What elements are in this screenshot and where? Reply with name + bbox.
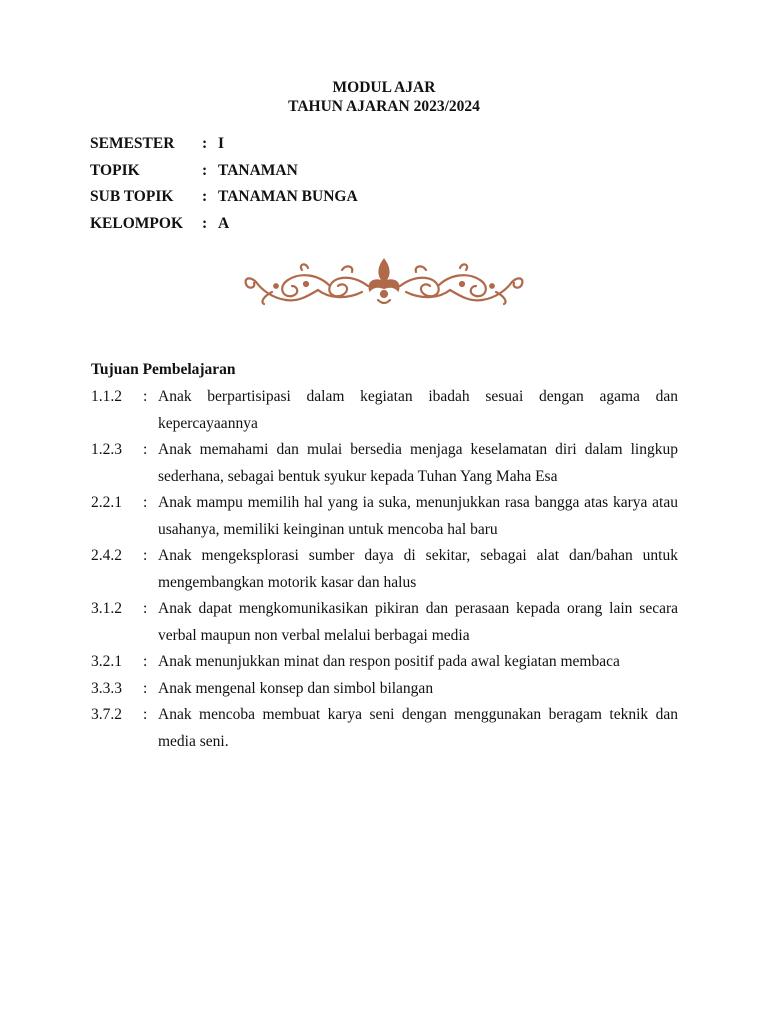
- objective-colon: :: [143, 494, 148, 511]
- meta-label: TOPIK: [90, 161, 140, 179]
- academic-year: TAHUN AJARAN 2023/2024: [288, 98, 480, 115]
- objective-colon: :: [143, 388, 148, 405]
- objective-colon: :: [143, 706, 148, 723]
- objective-text: Anak mengenal konsep dan simbol bilangan: [158, 679, 434, 697]
- meta-colon: :: [202, 135, 208, 152]
- meta-row-semester: [90, 133, 358, 160]
- meta-row-kelompok: [90, 213, 358, 240]
- objective-colon: :: [143, 600, 148, 617]
- objective-colon: :: [143, 441, 148, 458]
- meta-value: I: [218, 135, 225, 152]
- objective-text: Anak mengeksplorasi sumber daya di sekitar, sebagai alat dan/bahan untuk mengembangkan motorik kasar dan halus: [158, 547, 678, 591]
- objective-code: 3.2.1: [91, 653, 122, 670]
- objective-text: Anak menunjukkan minat dan respon positif pada awal kegiatan membaca: [158, 653, 620, 670]
- objective-text: Anak mencoba membuat karya seni dengan menggunakan beragam teknik dan media seni.: [158, 706, 678, 750]
- objective-text: Anak dapat mengkomunikasikan pikiran dan perasaan kepada orang lain secara verbal maupun non verbal melalui berbagai media: [158, 600, 678, 644]
- objective-code: 3.1.2: [91, 600, 122, 617]
- meta-value: TANAMAN BUNGA: [218, 188, 358, 205]
- meta-colon: :: [202, 188, 208, 205]
- objective-code: 1.2.3: [91, 441, 122, 458]
- objective-text: Anak memahami dan mulai bersedia menjaga keselamatan diri dalam lingkup sederhana, sebagai bentuk syukur kepada Tuhan Yang Maha Esa: [158, 441, 678, 485]
- objective-colon: :: [143, 679, 148, 697]
- objective-text: Anak berpartisipasi dalam kegiatan ibadah sesuai dengan agama dan kepercayaannya: [158, 388, 678, 432]
- meta-label: SUB TOPIK: [90, 188, 174, 205]
- objective-item: [91, 702, 678, 755]
- objective-code: 3.3.3: [91, 679, 122, 697]
- meta-value: TANAMAN: [218, 161, 298, 179]
- meta-label: SEMESTER: [90, 135, 175, 152]
- objective-code: 2.2.1: [91, 494, 122, 511]
- learning-objectives-list: [91, 384, 678, 755]
- objective-colon: :: [143, 547, 148, 564]
- floral-divider-icon: [242, 256, 526, 308]
- objective-item: [91, 490, 678, 543]
- meta-colon: :: [202, 214, 208, 232]
- document-title: MODUL AJAR: [332, 79, 436, 96]
- objective-item: [91, 543, 678, 596]
- objective-code: 3.7.2: [91, 706, 122, 723]
- objective-code: 1.1.2: [91, 388, 122, 405]
- meta-label: KELOMPOK: [90, 214, 183, 232]
- module-info: [90, 133, 358, 239]
- objective-item: [91, 437, 678, 490]
- objective-code: 2.4.2: [91, 547, 122, 564]
- objective-item: [91, 384, 678, 437]
- objective-text: Anak mampu memilih hal yang ia suka, menunjukkan rasa bangga atas karya atau usahanya, memiliki keinginan untuk mencoba hal baru: [158, 494, 678, 538]
- objective-item: [91, 596, 678, 649]
- section-title-learning-objectives: Tujuan Pembelajaran: [91, 361, 236, 378]
- meta-row-sub-topik: [90, 186, 358, 213]
- objective-item: [91, 676, 678, 703]
- meta-colon: :: [202, 161, 208, 179]
- objective-item: [91, 649, 678, 676]
- meta-value: A: [218, 214, 230, 232]
- objective-colon: :: [143, 653, 148, 670]
- meta-row-topik: [90, 160, 358, 187]
